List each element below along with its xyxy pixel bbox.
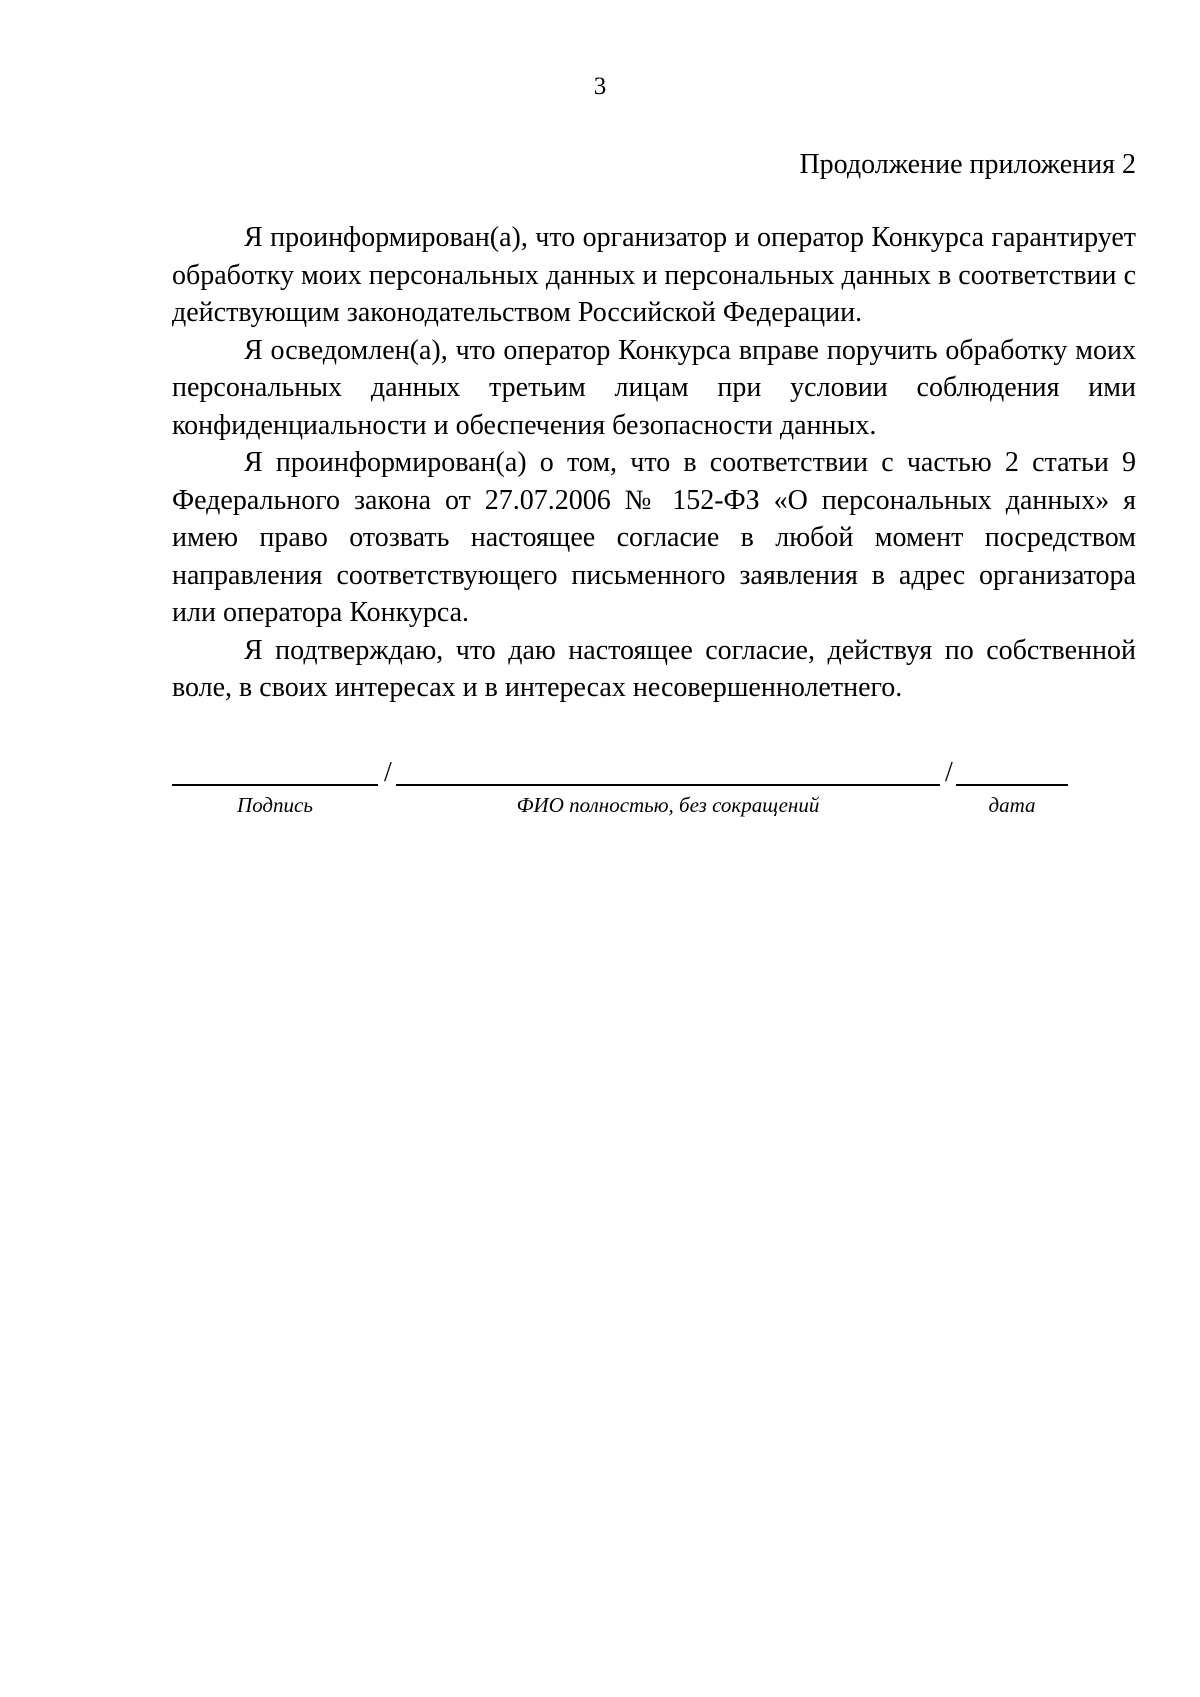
date-caption: дата — [988, 793, 1036, 817]
paragraph-withdrawal-right: Я проинформирован(а) о том, что в соответствии с частью 2 статьи 9 Федерального закона от 27.07.2006 № 152-ФЗ «О персональных данных» я имею право отозвать настоящее согласие в любой момент посредством направления соответствующего письменного заявления в адрес организатора или оператора Конкурса. — [172, 447, 1136, 628]
paragraph-data-processing: Я проинформирован(а), что организатор и оператор Конкурса гарантирует обработку моих персональных данных и персональных данных в соответствии с действующим законодательством Российской Федерации. — [172, 222, 1136, 328]
separator-slash: / — [945, 757, 953, 788]
consent-text — [172, 219, 1136, 707]
paragraph-confirmation: Я подтверждаю, что даю настоящее согласие, действуя по собственной воле, в своих интересах и в интересах несовершеннолетнего. — [172, 634, 1136, 703]
full-name-line[interactable] — [396, 784, 940, 786]
signature-caption: Подпись — [237, 793, 313, 817]
appendix-continuation-note: Продолжение приложения 2 — [799, 149, 1136, 180]
signature-line[interactable] — [172, 784, 378, 786]
date-line[interactable] — [956, 784, 1068, 786]
page-number: 3 — [593, 73, 607, 100]
separator-slash: / — [384, 757, 392, 788]
signature-block — [172, 758, 1136, 818]
paragraph-third-parties: Я осведомлен(а), что оператор Конкурса вправе поручить обработку моих персональных данных третьим лицам при условии соблюдения ими конфиденциальности и обеспечения безопасности данных. — [172, 334, 1136, 441]
full-name-caption: ФИО полностью, без сокращений — [516, 793, 820, 817]
